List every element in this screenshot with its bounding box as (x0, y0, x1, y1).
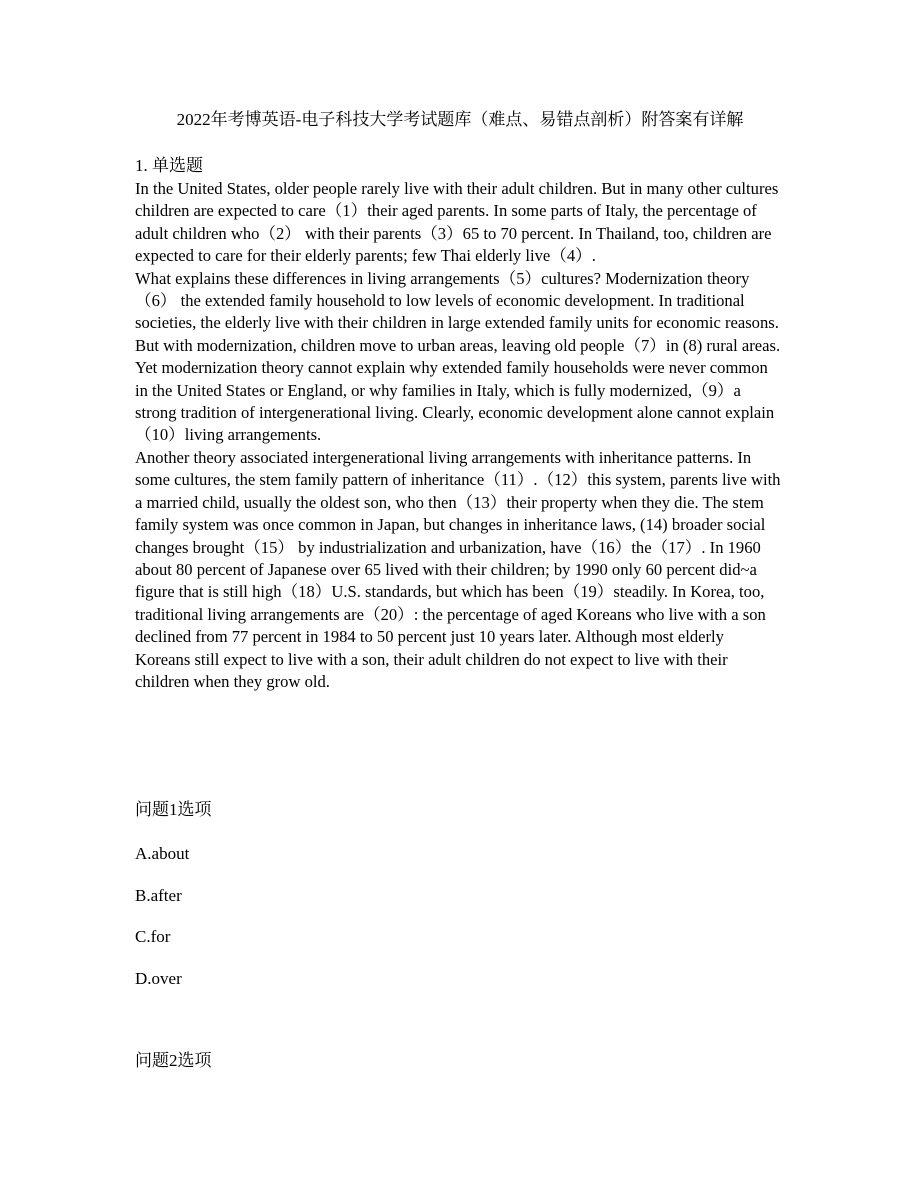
option-d: D.over (135, 969, 182, 988)
option-b: B.after (135, 886, 182, 905)
sub-question-1-label: 问题1选项 (135, 800, 212, 819)
question-number: 1. (135, 156, 148, 175)
document-title: 2022年考博英语-电子科技大学考试题库（难点、易错点剖析）附答案有详解 (176, 110, 744, 129)
passage-paragraph: What explains these differences in living arrangements（5）cultures? Modernization theory（6） the extended family household to low levels of economic development. In traditional societies, the elderly live with their children in large extended family units for economic reasons. But with modernization, children move to urban areas, leaving old people（7）in (8) rural areas. Yet modernization theory cannot explain why extended family households were never common in the United States or England, or why families in Italy, which is fully modernized,（9）a strong tradition of intergenerational living. Clearly, economic development alone cannot explain（10）living arrangements. (135, 268, 781, 445)
sub-question-2-label: 问题2选项 (135, 1051, 212, 1070)
passage-paragraph: In the United States, older people rarely live with their adult children. But in many other cultures children are expected to care（1）their aged parents. In some parts of Italy, the percentage of adult children who（2） with their parents（3）65 to 70 percent. In Thailand, too, children are expected to care for their elderly parents; few Thai elderly live（4）. (135, 179, 779, 266)
passage-paragraph: Another theory associated intergenerational living arrangements with inheritance patterns. In some cultures, the stem family pattern of inheritance（11）.（12）this system, parents live with a married child, usually the oldest son, who then（13）their property when they die. The stem family system was once common in Japan, but changes in inheritance laws, (14) broader social changes brought（15） by industrialization and urbanization, have（16）the（17）. In 1960 about 80 percent of Japanese over 65 lived with their children; by 1990 only 60 percent did~a figure that is still high（18）U.S. standards, but which has been（19）steadily. In Korea, too, traditional living arrangements are（20）: the percentage of aged Koreans who live with a son declined from 77 percent in 1984 to 50 percent just 10 years later. Although most elderly Koreans still expect to live with a son, their adult children do not expect to live with their children when they grow old. (135, 447, 781, 691)
question-type: 单选题 (152, 156, 203, 175)
reading-passage (135, 178, 783, 693)
option-a: A.about (135, 844, 190, 863)
option-c: C.for (135, 927, 171, 946)
question-heading (135, 154, 203, 178)
